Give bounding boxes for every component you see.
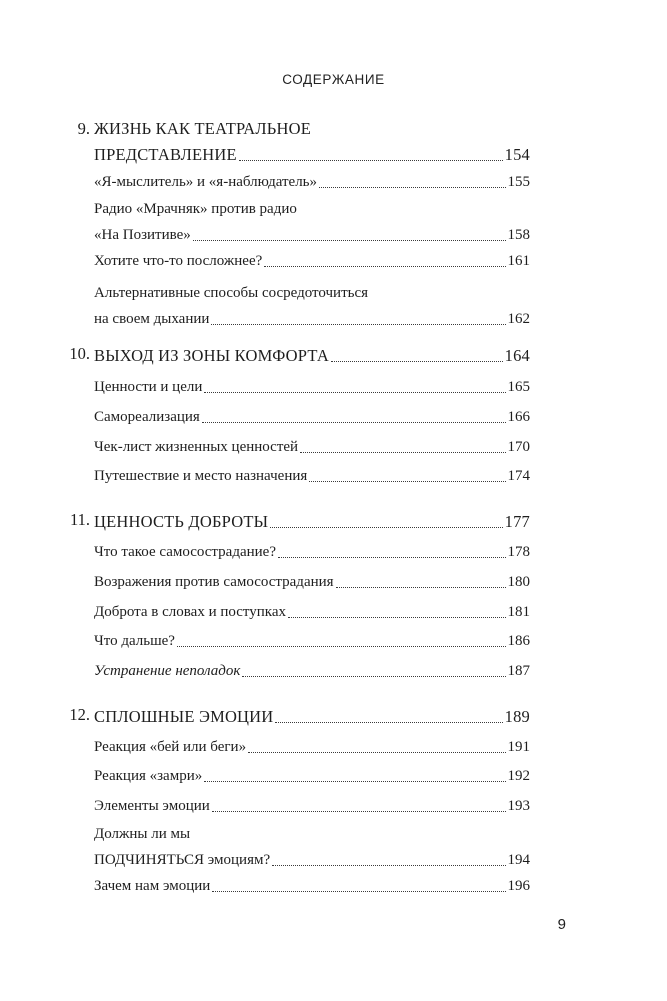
dot-leader [300, 452, 505, 453]
page-number: 177 [504, 512, 530, 531]
toc-entry-section[interactable] [94, 568, 530, 594]
dot-leader [177, 646, 506, 647]
section-title: «На Позитиве» [94, 227, 191, 243]
section-title: Возражения против самосострадания [94, 574, 334, 590]
chapter-title: СПЛОШНЫЕ ЭМОЦИИ [94, 707, 274, 726]
dot-leader [270, 527, 502, 528]
page-number: 181 [507, 604, 530, 620]
page-number: 174 [507, 468, 530, 484]
toc-entry-section[interactable] [94, 403, 530, 429]
page-number: 194 [507, 852, 530, 868]
toc-entry-chapter-title[interactable] [94, 703, 530, 729]
section-title: Что такое самосострадание? [94, 544, 276, 560]
page-number: 170 [507, 439, 530, 455]
chapter-title-line2: ПРЕДСТАВЛЕНИЕ [94, 145, 237, 164]
chapter-number: 11. [69, 510, 90, 529]
dot-leader [212, 811, 506, 812]
dot-leader [264, 266, 505, 267]
toc-entry-section[interactable] [94, 598, 530, 624]
section-title: Доброта в словах и поступках [94, 604, 287, 620]
page-number: 165 [507, 379, 530, 395]
page-number: 187 [507, 663, 530, 679]
section-title: Чек-лист жизненных ценностей [94, 439, 299, 455]
chapter-number: 12. [69, 705, 90, 724]
dot-leader [309, 481, 505, 482]
dot-leader [193, 240, 506, 241]
toc-entry-chapter-title[interactable] [94, 117, 530, 167]
toc-entry-section[interactable] [94, 281, 530, 331]
section-title: Устранение неполадок [94, 663, 241, 679]
page-header: СОДЕРЖАНИЕ [282, 72, 385, 87]
toc-entry-section[interactable] [94, 762, 530, 788]
page-number: 154 [504, 145, 530, 164]
page-number: 155 [507, 174, 530, 190]
dot-leader [331, 361, 503, 362]
section-title: Реакция «бей или беги» [94, 739, 247, 755]
toc-entry-section[interactable] [94, 168, 530, 194]
section-title: Зачем нам эмоции [94, 878, 211, 894]
dot-leader [275, 722, 502, 723]
section-title: Что дальше? [94, 633, 175, 649]
page-number: 196 [507, 878, 530, 894]
section-title: Ценности и цели [94, 379, 203, 395]
chapter-number: 10. [69, 344, 90, 363]
toc-entry-section[interactable] [94, 822, 530, 872]
page-number: 180 [507, 574, 530, 590]
page-number: 186 [507, 633, 530, 649]
page-number: 161 [507, 253, 530, 269]
toc-entry-section[interactable] [94, 538, 530, 564]
page-number: 164 [504, 346, 530, 365]
section-title: ПОДЧИНЯТЬСЯ эмоциям? [94, 852, 271, 868]
chapter-title-line1: ЖИЗНЬ КАК ТЕАТРАЛЬНОЕ [94, 119, 311, 138]
section-title: «Я-мыслитель» и «я-наблюдатель» [94, 174, 318, 190]
page-number: 162 [507, 311, 530, 327]
dot-leader [336, 587, 506, 588]
section-title-line1: Альтернативные способы сосредоточиться [94, 285, 369, 301]
toc-entry-chapter-title[interactable] [94, 342, 530, 368]
dot-leader [272, 865, 505, 866]
section-title: Элементы эмоции [94, 798, 210, 814]
toc-entry-section[interactable] [94, 197, 530, 247]
section-title: на своем дыхании [94, 311, 210, 327]
toc-entry-section[interactable] [94, 373, 530, 399]
chapter-title: ВЫХОД ИЗ ЗОНЫ КОМФОРТА [94, 346, 329, 365]
dot-leader [204, 392, 505, 393]
page-number: 191 [507, 739, 530, 755]
page-number: 158 [507, 227, 530, 243]
dot-leader [248, 752, 505, 753]
dot-leader [204, 781, 505, 782]
dot-leader [211, 324, 505, 325]
toc-entry-section[interactable] [94, 657, 530, 683]
dot-leader [319, 187, 505, 188]
section-title-line1: Радио «Мрачняк» против радио [94, 201, 297, 217]
section-title: Хотите что-то посложнее? [94, 253, 263, 269]
page-number: 189 [504, 707, 530, 726]
page-number: 193 [507, 798, 530, 814]
section-title-line1: Должны ли мы [94, 826, 191, 842]
section-title: Самореализация [94, 409, 200, 425]
dot-leader [288, 617, 505, 618]
dot-leader [202, 422, 506, 423]
toc-entry-section[interactable] [94, 462, 530, 488]
page-folio: 9 [557, 916, 566, 933]
dot-leader [212, 891, 505, 892]
toc-entry-section[interactable] [94, 792, 530, 818]
page-number: 192 [507, 768, 530, 784]
dot-leader [239, 160, 503, 161]
dot-leader [242, 676, 505, 677]
page-number: 166 [507, 409, 530, 425]
section-title: Реакция «замри» [94, 768, 203, 784]
section-title: Путешествие и место назначения [94, 468, 308, 484]
toc-entry-section[interactable] [94, 433, 530, 459]
toc-entry-section[interactable] [94, 733, 530, 759]
page-number: 178 [507, 544, 530, 560]
chapter-title: ЦЕННОСТЬ ДОБРОТЫ [94, 512, 269, 531]
toc-entry-section[interactable] [94, 627, 530, 653]
chapter-number: 9. [77, 119, 90, 138]
toc-entry-chapter-title[interactable] [94, 508, 530, 534]
toc-entry-section[interactable] [94, 247, 530, 273]
dot-leader [278, 557, 506, 558]
toc-entry-section[interactable] [94, 872, 530, 898]
